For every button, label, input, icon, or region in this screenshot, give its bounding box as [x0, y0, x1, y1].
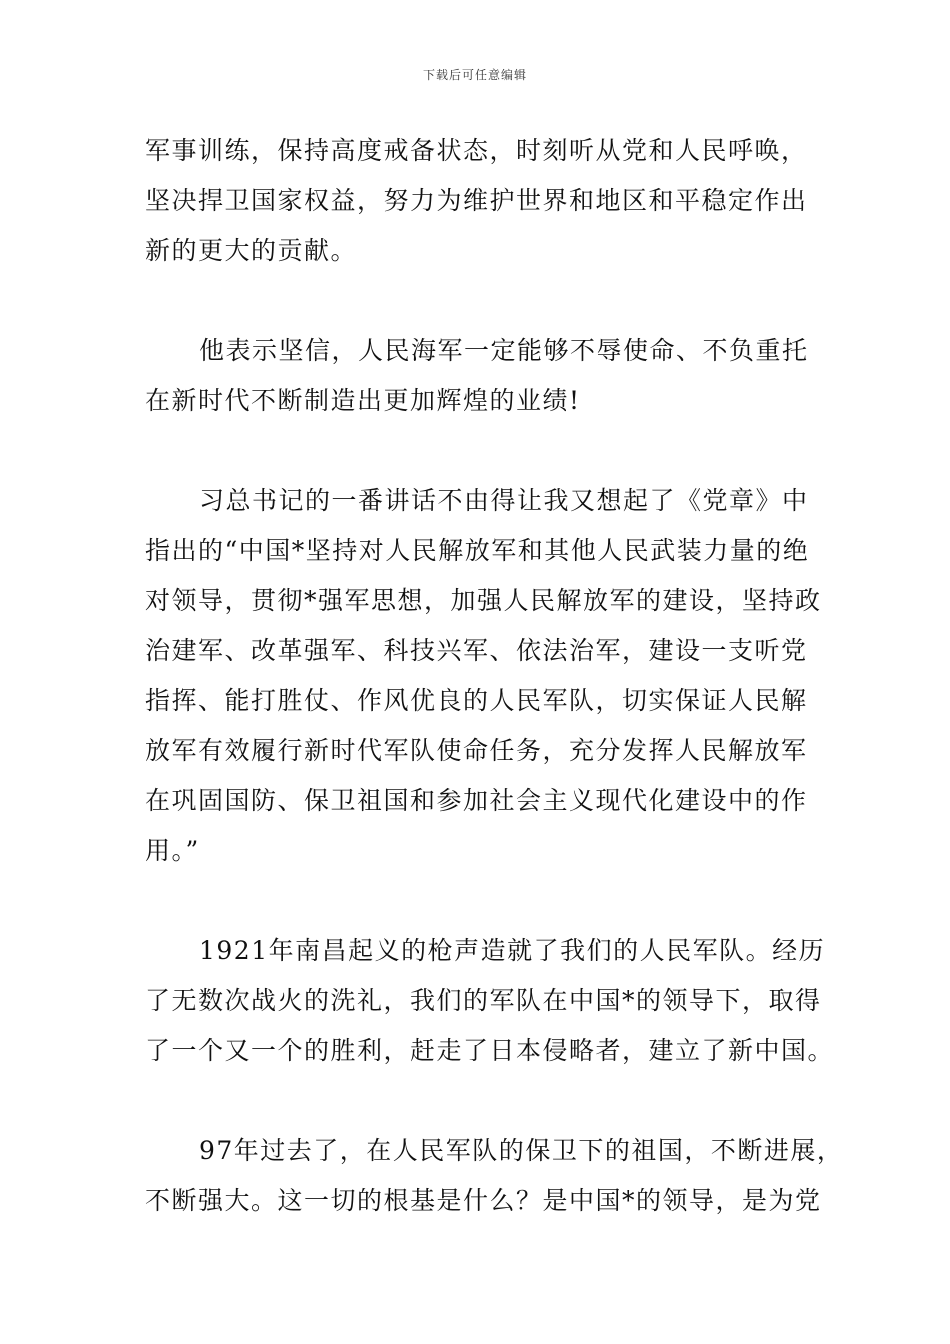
- text-line: 对领导，贯彻*强军思想，加强人民解放军的建设，坚持政: [145, 586, 822, 615]
- text-line: 不断强大。这一切的根基是什么？是中国*的领导，是为党: [145, 1186, 822, 1215]
- text-line: 军事训练，保持高度戒备状态，时刻听从党和人民呼唤，: [145, 136, 808, 165]
- paragraph-gap: [145, 1076, 825, 1126]
- paragraph: [145, 476, 825, 876]
- text-line: 用。”: [145, 836, 200, 865]
- paragraph-gap: [145, 426, 825, 476]
- text-line: 治建军、改革强军、科技兴军、依法治军，建设一支听党: [145, 636, 808, 665]
- text-line: 坚决捍卫国家权益，努力为维护世界和地区和平稳定作出: [145, 186, 808, 215]
- text-line: 在新时代不断制造出更加辉煌的业绩!: [145, 386, 581, 415]
- text-line: 1921年南昌起义的枪声造就了我们的人民军队。经历: [199, 936, 826, 965]
- paragraph-gap: [145, 276, 825, 326]
- paragraph: [145, 126, 825, 276]
- text-line: 他表示坚信，人民海军一定能够不辱使命、不负重托: [199, 336, 809, 365]
- paragraph: [145, 326, 825, 426]
- text-line: 了无数次战火的洗礼，我们的军队在中国*的领导下，取得: [145, 986, 822, 1015]
- text-line: 指出的“中国*坚持对人民解放军和其他人民武装力量的绝: [145, 536, 810, 565]
- text-line: 了一个又一个的胜利，赶走了日本侵略者，建立了新中国。: [145, 1036, 835, 1065]
- paragraph: [145, 926, 835, 1076]
- text-line: 习总书记的一番讲话不由得让我又想起了《党章》中: [199, 486, 809, 515]
- paragraph-gap: [145, 876, 825, 926]
- paragraph: [145, 1126, 844, 1226]
- text-line: 97年过去了，在人民军队的保卫下的祖国，不断进展，: [199, 1136, 844, 1165]
- document-body: [145, 126, 844, 1226]
- text-line: 在巩固国防、保卫祖国和参加社会主义现代化建设中的作: [145, 786, 808, 815]
- page-header-note: 下载后可任意编辑: [422, 68, 527, 82]
- text-line: 放军有效履行新时代军队使命任务，充分发挥人民解放军: [145, 736, 808, 765]
- text-line: 新的更大的贡献。: [145, 236, 358, 265]
- text-line: 指挥、能打胜仗、作风优良的人民军队，切实保证人民解: [145, 686, 808, 715]
